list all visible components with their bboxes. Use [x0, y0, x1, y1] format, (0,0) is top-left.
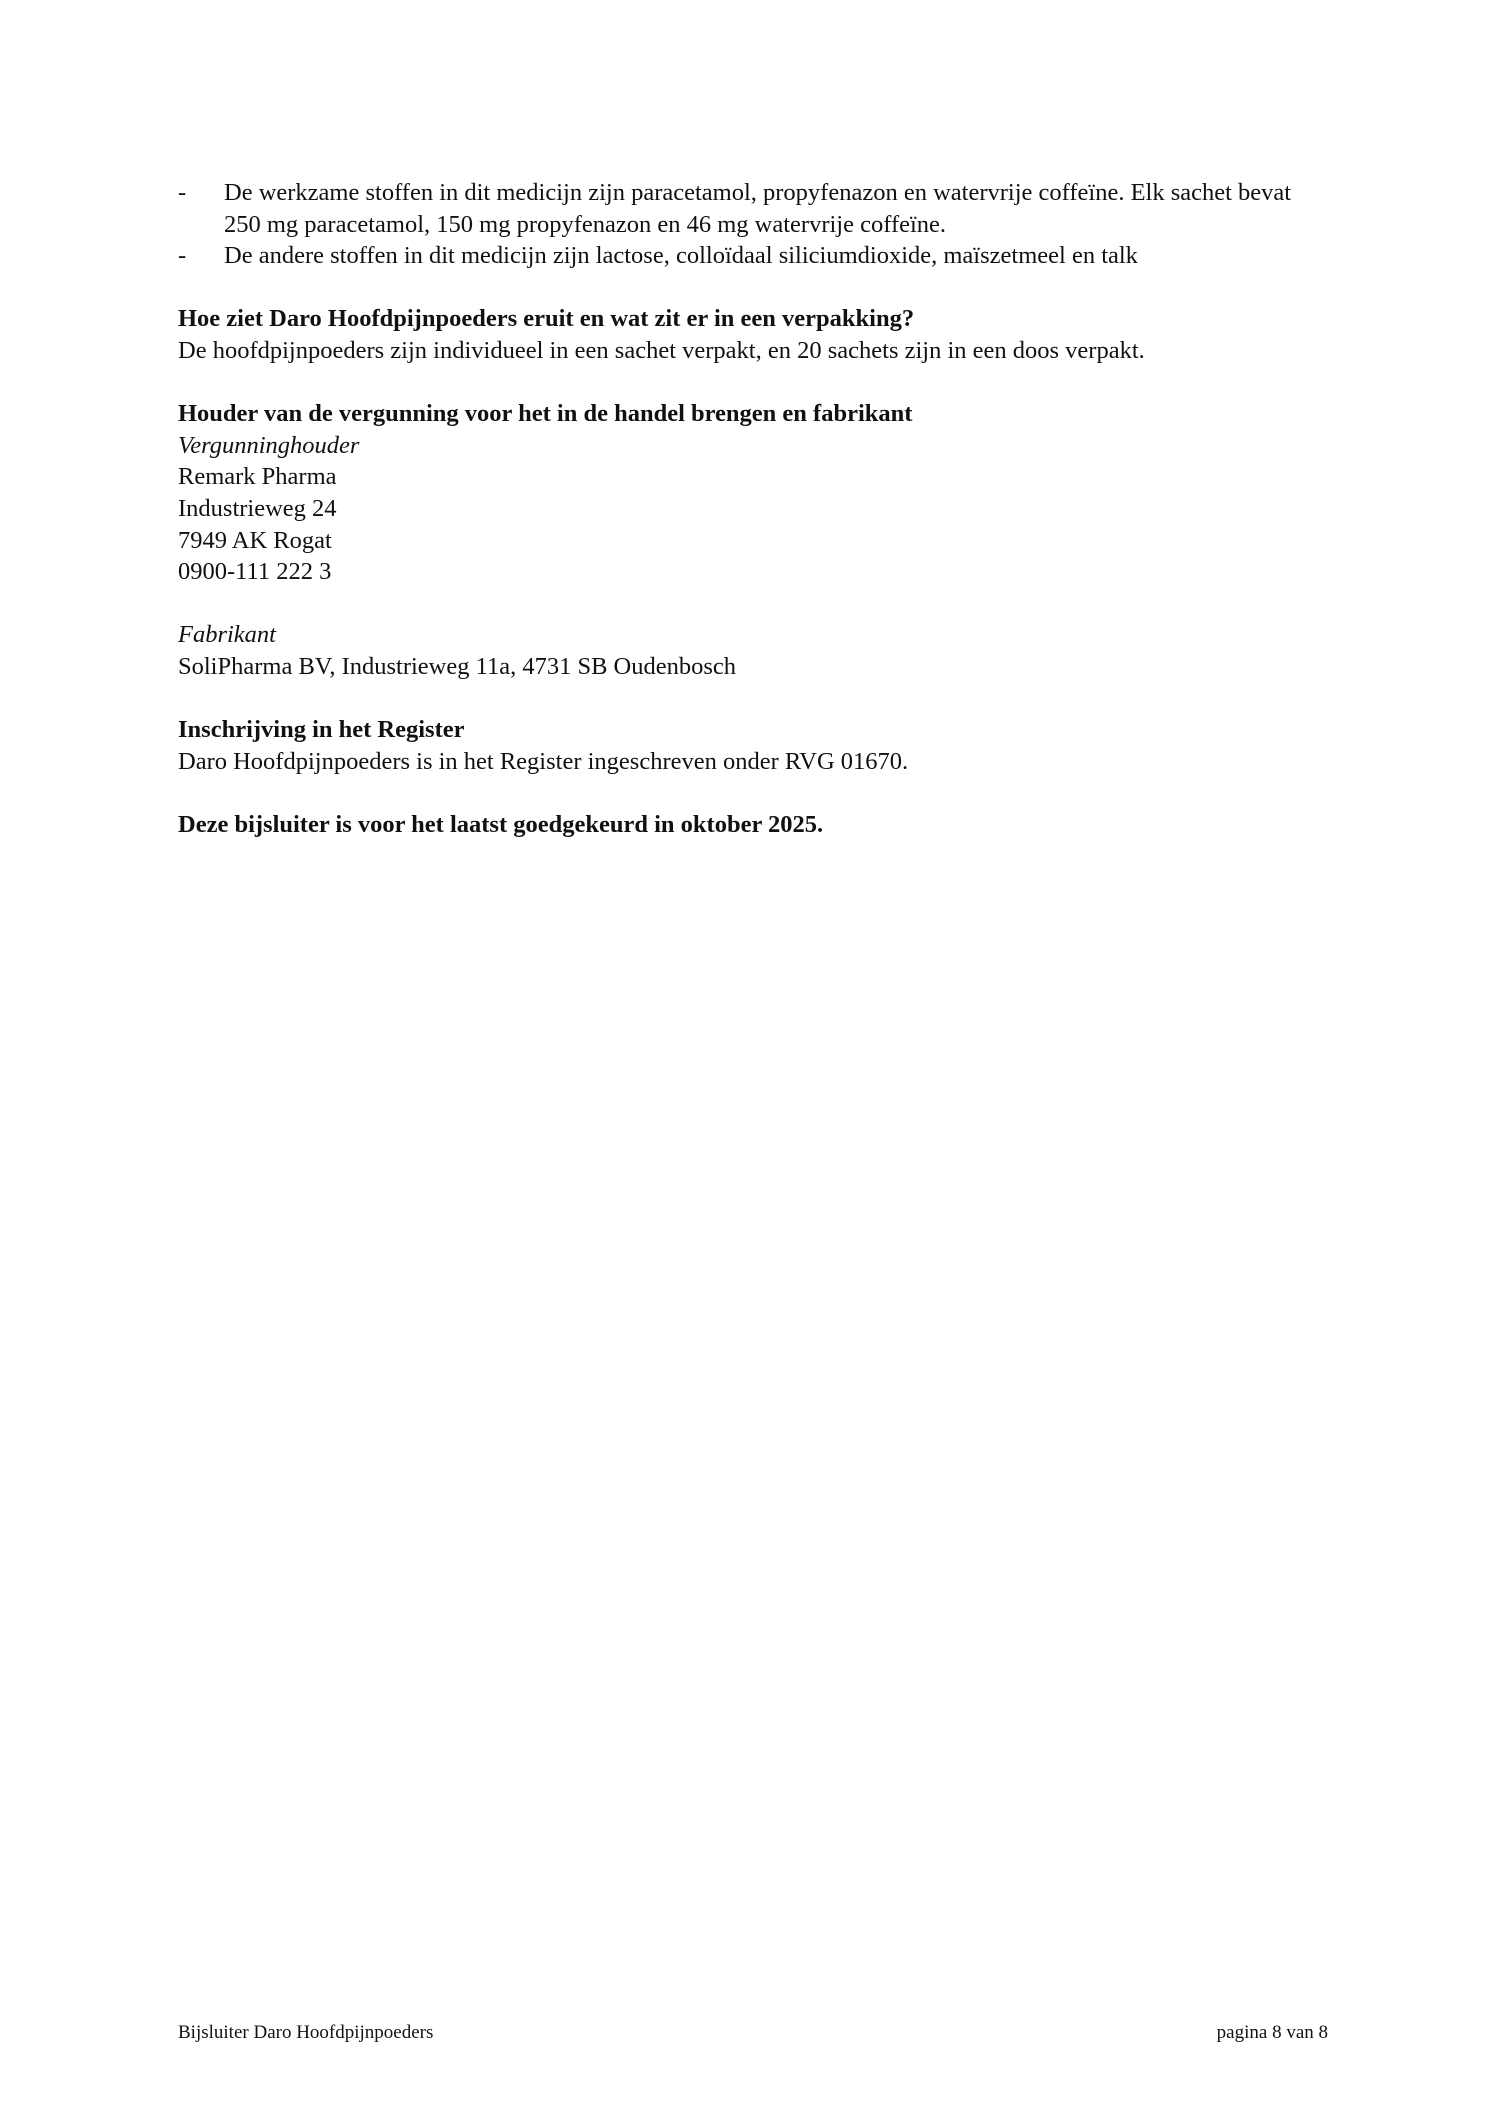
appearance-section	[178, 303, 1328, 366]
bullet-dash: -	[178, 242, 187, 270]
approval-date-statement: Deze bijsluiter is voor het laatst goedgekeurd in oktober 2025.	[178, 810, 824, 838]
list-item	[178, 177, 1328, 240]
footer-page-indicator: pagina 8 van 8	[1216, 2022, 1328, 2043]
bullet-dash: -	[178, 179, 187, 206]
appearance-heading: Hoe ziet Daro Hoofdpijnpoeders eruit en wat zit er in een verpakking?	[178, 305, 915, 333]
license-holder-label: Vergunninghouder	[178, 431, 360, 459]
appearance-body: De hoofdpijnpoeders zijn individueel in een sachet verpakt, en 20 sachets zijn in een doos verpakt.	[178, 336, 1145, 364]
ingredient-other-text: De andere stoffen in dit medicijn zijn lactose, colloïdaal siliciumdioxide, maïszetmeel en talk	[224, 242, 1138, 270]
ingredients-list	[178, 177, 1328, 272]
license-holder-phone: 0900-111 222 3	[178, 558, 332, 586]
registration-heading: Inschrijving in het Register	[178, 716, 465, 744]
license-holder-street: Industrieweg 24	[178, 494, 337, 522]
license-holder-name: Remark Pharma	[178, 463, 337, 491]
registration-body: Daro Hoofdpijnpoeders is in het Register ingeschreven onder RVG 01670.	[178, 747, 909, 775]
approval-section	[178, 809, 1328, 841]
registration-section	[178, 714, 1328, 777]
manufacturer-label: Fabrikant	[178, 621, 276, 649]
holder-section	[178, 398, 1328, 682]
ingredient-active-text: De werkzame stoffen in dit medicijn zijn paracetamol, propyfenazon en watervrije coffeïne. Elk sachet bevat 250 mg paracetamol, 150 mg propyfenazon en 46 mg watervrije coffeïne.	[224, 179, 1292, 238]
page-content	[178, 177, 1328, 840]
license-holder-city: 7949 AK Rogat	[178, 526, 332, 554]
spacer	[178, 588, 1328, 620]
list-item	[178, 240, 1328, 272]
manufacturer-address: SoliPharma BV, Industrieweg 11a, 4731 SB Oudenbosch	[178, 652, 737, 680]
footer-document-title: Bijsluiter Daro Hoofdpijnpoeders	[178, 2022, 434, 2043]
holder-heading: Houder van de vergunning voor het in de handel brengen en fabrikant	[178, 400, 913, 428]
